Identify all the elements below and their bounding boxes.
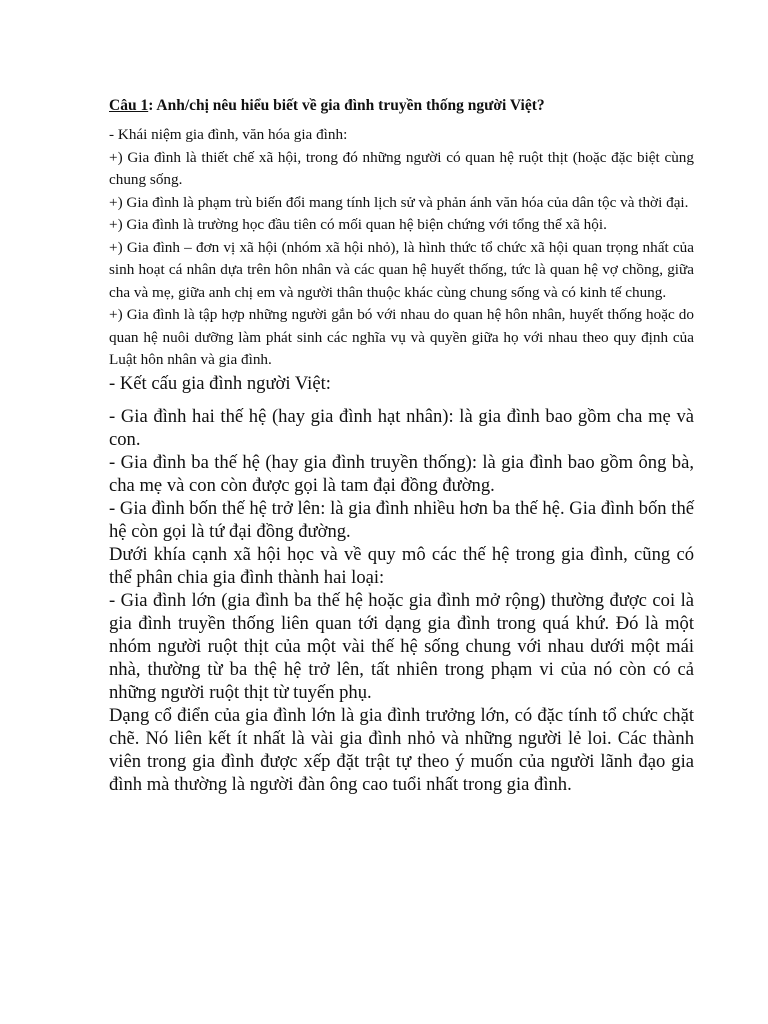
question-label: Câu 1 [109,97,149,114]
structure-paragraph-2: - Gia đình ba thế hệ (hay gia đình truyền thống): là gia đình bao gồm ông bà, cha mẹ và con còn được gọi là tam đại đồng đường. [109,451,694,496]
question-heading [109,96,694,116]
document-page [109,96,694,796]
concept-item-1: +) Gia đình là thiết chế xã hội, trong đó những người có quan hệ ruột thịt (hoặc đặc biệt cùng chung sống. [109,148,694,188]
structure-body [109,405,694,796]
structure-paragraph-6: Dạng cổ điển của gia đình lớn là gia đình trưởng lớn, có đặc tính tổ chức chặt chẽ. Nó liên kết ít nhất là vài gia đình nhỏ và những người lẻ loi. Các thành viên trong gia đình được xếp đặt trật tự theo ý muốn của người lãnh đạo gia đình mà thường là người đàn ông cao tuổi nhất trong gia đình. [109,704,694,795]
question-text: : Anh/chị nêu hiểu biết về gia đình truyền thống người Việt? [148,97,545,114]
concept-item-5: +) Gia đình là tập hợp những người gắn bó với nhau do quan hệ hôn nhân, huyết thống hoặc do quan hệ nuôi dưỡng làm phát sinh các nghĩa vụ và quyền giữa họ với nhau theo quy định của Luật hôn nhân và gia đình. [109,306,694,368]
structure-paragraph-3: - Gia đình bốn thế hệ trở lên: là gia đình nhiều hơn ba thế hệ. Gia đình bốn thế hệ còn gọi là tứ đại đồng đường. [109,497,694,542]
concept-item-3: +) Gia đình là trường học đầu tiên có mối quan hệ biện chứng với tổng thể xã hội. [109,216,607,233]
structure-title: - Kết cấu gia đình người Việt: [109,372,331,394]
concept-title: - Khái niệm gia đình, văn hóa gia đình: [109,126,348,143]
structure-paragraph-5: - Gia đình lớn (gia đình ba thế hệ hoặc gia đình mở rộng) thường được coi là gia đình truyền thống liên quan tới dạng gia đình trong quá khứ. Đó là một nhóm người ruột thịt của một vài thế hệ sống chung với nhau dưới một mái nhà, thường từ ba thệ hệ trở lên, tất nhiên trong phạm vi của nó còn có cả những người ruột thịt từ tuyến phụ. [109,589,694,703]
structure-paragraph-4: Dưới khía cạnh xã hội học và về quy mô các thế hệ trong gia đình, cũng có thể phân chia gia đình thành hai loại: [109,543,694,588]
structure-paragraph-1: - Gia đình hai thế hệ (hay gia đình hạt nhân): là gia đình bao gồm cha mẹ và con. [109,405,694,450]
concept-item-2: +) Gia đình là phạm trù biến đổi mang tính lịch sử và phản ánh văn hóa của dân tộc và thời đại. [109,193,689,211]
concept-item-4: +) Gia đình – đơn vị xã hội (nhóm xã hội nhỏ), là hình thức tổ chức xã hội quan trọng nhất của sinh hoạt cá nhân dựa trên hôn nhân và các quan hệ huyết thống, tức là quan hệ vợ chồng, giữa cha và mẹ, giữa anh chị em và người thân thuộc khác cùng chung sống và có kinh tế chung. [109,238,694,301]
